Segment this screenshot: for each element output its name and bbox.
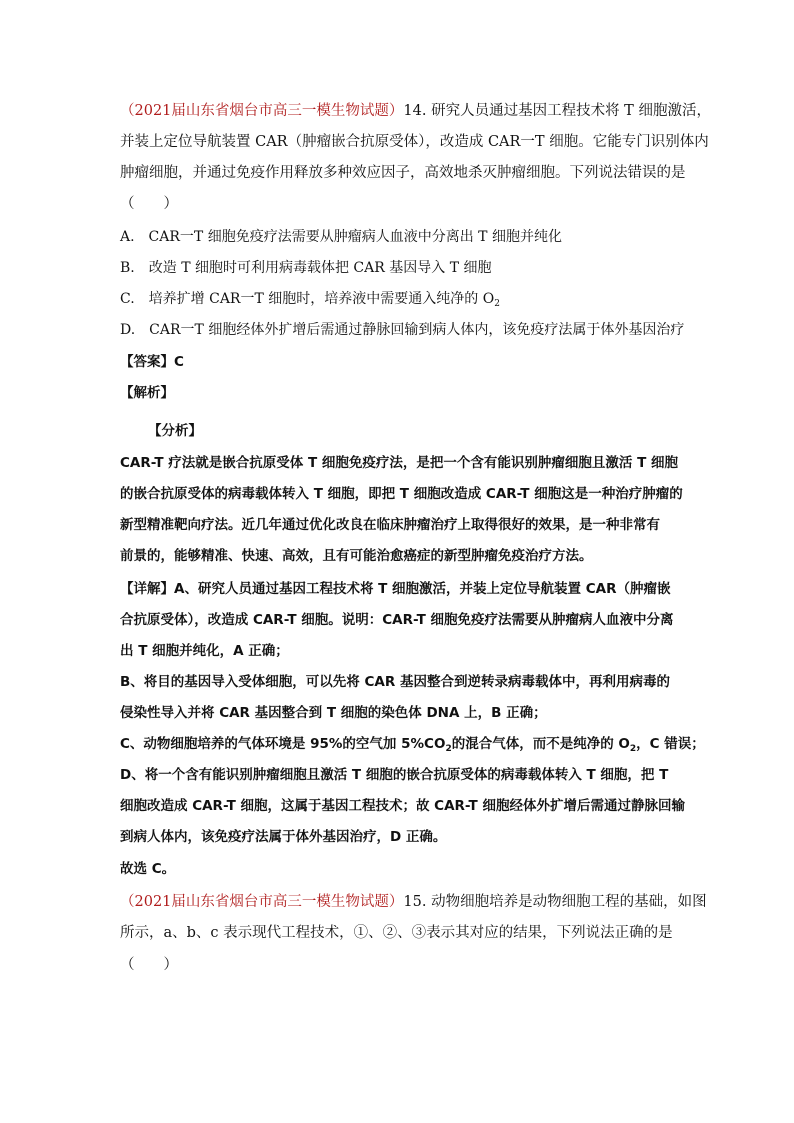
detail-a-2: 合抗原受体），改造成 CAR-T 细胞。说明：CAR-T 细胞免疫疗法需要从肿瘤病人血液中分离 <box>120 612 674 628</box>
detail-d-3: 到病人体内，该免疫疗法属于体外基因治疗，D 正确。 <box>120 829 447 845</box>
detail-c-sub-1: 2 <box>445 744 452 754</box>
detail-c-sub-2: 2 <box>629 744 637 754</box>
detail-c-part-1: C、动物细胞培养的气体环境是 95%的空气加 5%CO <box>120 736 446 752</box>
q14-line-1 <box>120 101 711 121</box>
q14-stem-paren: （ ） <box>120 196 178 212</box>
fenxi-line-3: 新型精准靶向疗法。近几年通过优化改良在临床肿瘤治疗上取得很好的效果，是一种非常有 <box>120 517 660 533</box>
analysis-heading: 【解析】 <box>120 385 174 401</box>
q15-line-1 <box>120 892 707 912</box>
q15-source: （2021届山东省烟台市高三一模生物试题） <box>120 894 404 910</box>
q15-stem-paren: （ ） <box>120 957 178 973</box>
detail-a-3: 出 T 细胞并纯化，A 正确； <box>120 643 289 659</box>
fenxi-heading: 【分析】 <box>148 423 202 439</box>
q15-stem-1: 15. 动物细胞培养是动物细胞工程的基础，如图 <box>403 894 707 910</box>
fenxi-line-1: CAR-T 疗法就是嵌合抗原受体 T 细胞免疫疗法，是把一个含有能识别肿瘤细胞且激活 T 细胞 <box>120 455 678 471</box>
q14-stem-3: 肿瘤细胞，并通过免疫作用释放多种效应因子，高效地杀灭肿瘤细胞。下列说法错误的是 <box>120 165 686 181</box>
detail-c <box>120 734 705 754</box>
q14-option-b: B. 改造 T 细胞时可利用病毒载体把 CAR 基因导入 T 细胞 <box>120 260 492 276</box>
q14-option-a: A. CAR一T 细胞免疫疗法需要从肿瘤病人血液中分离出 T 细胞并纯化 <box>120 229 562 245</box>
detail-c-part-3: ，C 错误； <box>636 736 705 752</box>
answer-label: 【答案】C <box>120 354 184 370</box>
fenxi-line-4: 前景的，能够精准、快速、高效，且有可能治愈癌症的新型肿瘤免疫治疗方法。 <box>120 548 593 564</box>
q14-option-c-text: C. 培养扩增 CAR一T 细胞时，培养液中需要通入纯净的 O <box>120 291 495 307</box>
q14-stem-1: 14. 研究人员通过基因工程技术将 T 细胞激活， <box>403 103 711 119</box>
detail-c-part-2: 的混合气体，而不是纯净的 O <box>451 736 630 752</box>
detail-d-1: D、将一个含有能识别肿瘤细胞且激活 T 细胞的嵌合抗原受体的病毒载体转入 T 细胞，把 T <box>120 767 669 783</box>
final-choice: 故选 C。 <box>120 861 176 877</box>
fenxi-line-2: 的嵌合抗原受体的病毒载体转入 T 细胞，即把 T 细胞改造成 CAR-T 细胞这是一种治疗肿瘤的 <box>120 486 683 502</box>
detail-d-2: 细胞改造成 CAR-T 细胞，这属于基因工程技术；故 CAR-T 细胞经体外扩增后需通过静脉回输 <box>120 798 685 814</box>
detail-a-1: 【详解】A、研究人员通过基因工程技术将 T 细胞激活，并装上定位导航装置 CAR（肿瘤嵌 <box>120 581 671 597</box>
q15-stem-2: 所示，a、b、c 表示现代工程技术，①、②、③表示其对应的结果，下列说法正确的是 <box>120 925 673 941</box>
detail-b-2: 侵染性导入并将 CAR 基因整合到 T 细胞的染色体 DNA 上，B 正确； <box>120 705 547 721</box>
q14-option-c <box>120 289 500 309</box>
q14-option-c-sub: 2 <box>494 299 500 309</box>
q14-option-d: D. CAR一T 细胞经体外扩增后需通过静脉回输到病人体内，该免疫疗法属于体外基因治疗 <box>120 322 685 338</box>
q14-source: （2021届山东省烟台市高三一模生物试题） <box>120 103 404 119</box>
detail-b-1: B、将目的基因导入受体细胞，可以先将 CAR 基因整合到逆转录病毒载体中，再利用病毒的 <box>120 674 670 690</box>
q14-stem-2: 并装上定位导航装置 CAR（肿瘤嵌合抗原受体），改造成 CAR一T 细胞。它能专门识别体内 <box>120 134 709 150</box>
